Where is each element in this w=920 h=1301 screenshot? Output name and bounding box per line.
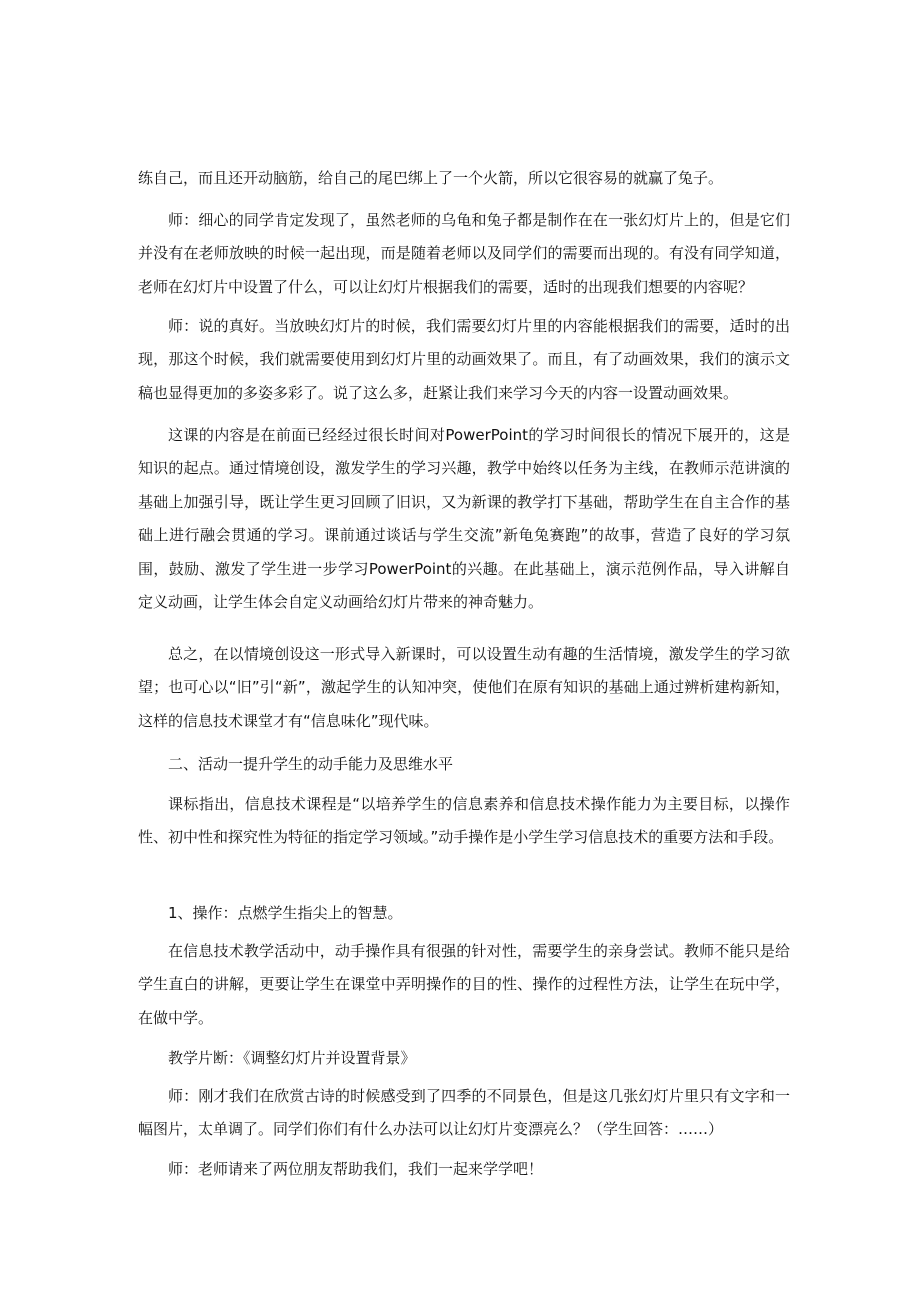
subheading-operation: 1、操作：点燃学生指尖上的智慧。 — [168, 904, 403, 922]
paragraph-operation-detail: 在信息技术教学活动中，动手操作具有很强的针对性，需要学生的亲身尝试。教师不能只是给学生直白的讲解，更要让学生在课堂中弄明操作的目的性、操作的过程性方法，让学生在玩中学，在做中学。 — [138, 942, 790, 1027]
paragraph-teacher-animation: 师：说的真好。当放映幻灯片的时候，我们需要幻灯片里的内容能根据我们的需要，适时的出现，那这个时候，我们就需要使用到幻灯片里的动画效果了。而且，有了动画效果，我们的演示文稿也显得更加的多姿多彩了。说了这么多，赶紧让我们来学习今天的内容一设置动画效果。 — [138, 317, 790, 402]
section-heading-activity: 二、活动一提升学生的动手能力及思维水平 — [168, 755, 454, 773]
paragraph-curriculum-standard: 课标指出，信息技术课程是“以培养学生的信息素养和信息技术操作能力为主要目标，以操作性、初中性和探究性为特征的指定学习领域。”动手操作是小学生学习信息技术的重要方法和手段。 — [138, 795, 790, 847]
paragraph-teacher-question: 师：细心的同学肯定发现了，虽然老师的乌龟和兔子都是制作在在一张幻灯片上的，但是它们并没有在老师放映的时候一起出现，而是随着老师以及同学们的需要而出现的。有没有同学知道，老师在幻灯片中设置了什么，可以让幻灯片根据我们的需要，适时的出现我们想要的内容呢？ — [138, 211, 790, 296]
paragraph-teacher-friends: 师：老师请来了两位朋友帮助我们，我们一起来学学吧！ — [168, 1160, 544, 1178]
paragraph-summary: 总之，在以情境创设这一形式导入新课时，可以设置生动有趣的生活情境，激发学生的学习欲望；也可心以“旧”引“新”，激起学生的认知冲突，使他们在原有知识的基础上通过辨析建构新知，这样的信息技术课堂才有“信息味化”现代味。 — [138, 645, 790, 730]
paragraph-teaching-fragment: 教学片断：《调整幻灯片并设置背景》 — [168, 1049, 416, 1067]
paragraph-lesson-analysis: 这课的内容是在前面已经经过很长时间对PowerPoint的学习时间很长的情况下展开的，这是知识的起点。通过情境创设，激发学生的学习兴趣，教学中始终以任务为主线，在教师示范讲演的基础上加强引导，既让学生更习回顾了旧识，又为新课的教学打下基础，帮助学生在自主合作的基础上进行融会贯通的学习。课前通过谈话与学生交流”新龟兔赛跑”的故事，营造了良好的学习氛围，鼓励、激发了学生进一步学习PowerPoint的兴趣。在此基础上，演示范例作品，导入讲解自定义动画，让学生体会自定义动画给幻灯片带来的神奇魅力。 — [138, 426, 790, 612]
paragraph-continuation: 练自己，而且还开动脑筋，给自己的尾巴绑上了一个火箭，所以它很容易的就赢了兔子。 — [138, 169, 724, 187]
paragraph-teacher-seasons: 师：刚才我们在欣赏古诗的时候感受到了四季的不同景色，但是这几张幻灯片里只有文字和一幅图片，太单调了。同学们你们有什么办法可以让幻灯片变漂亮么？（学生回答：……） — [138, 1087, 790, 1139]
